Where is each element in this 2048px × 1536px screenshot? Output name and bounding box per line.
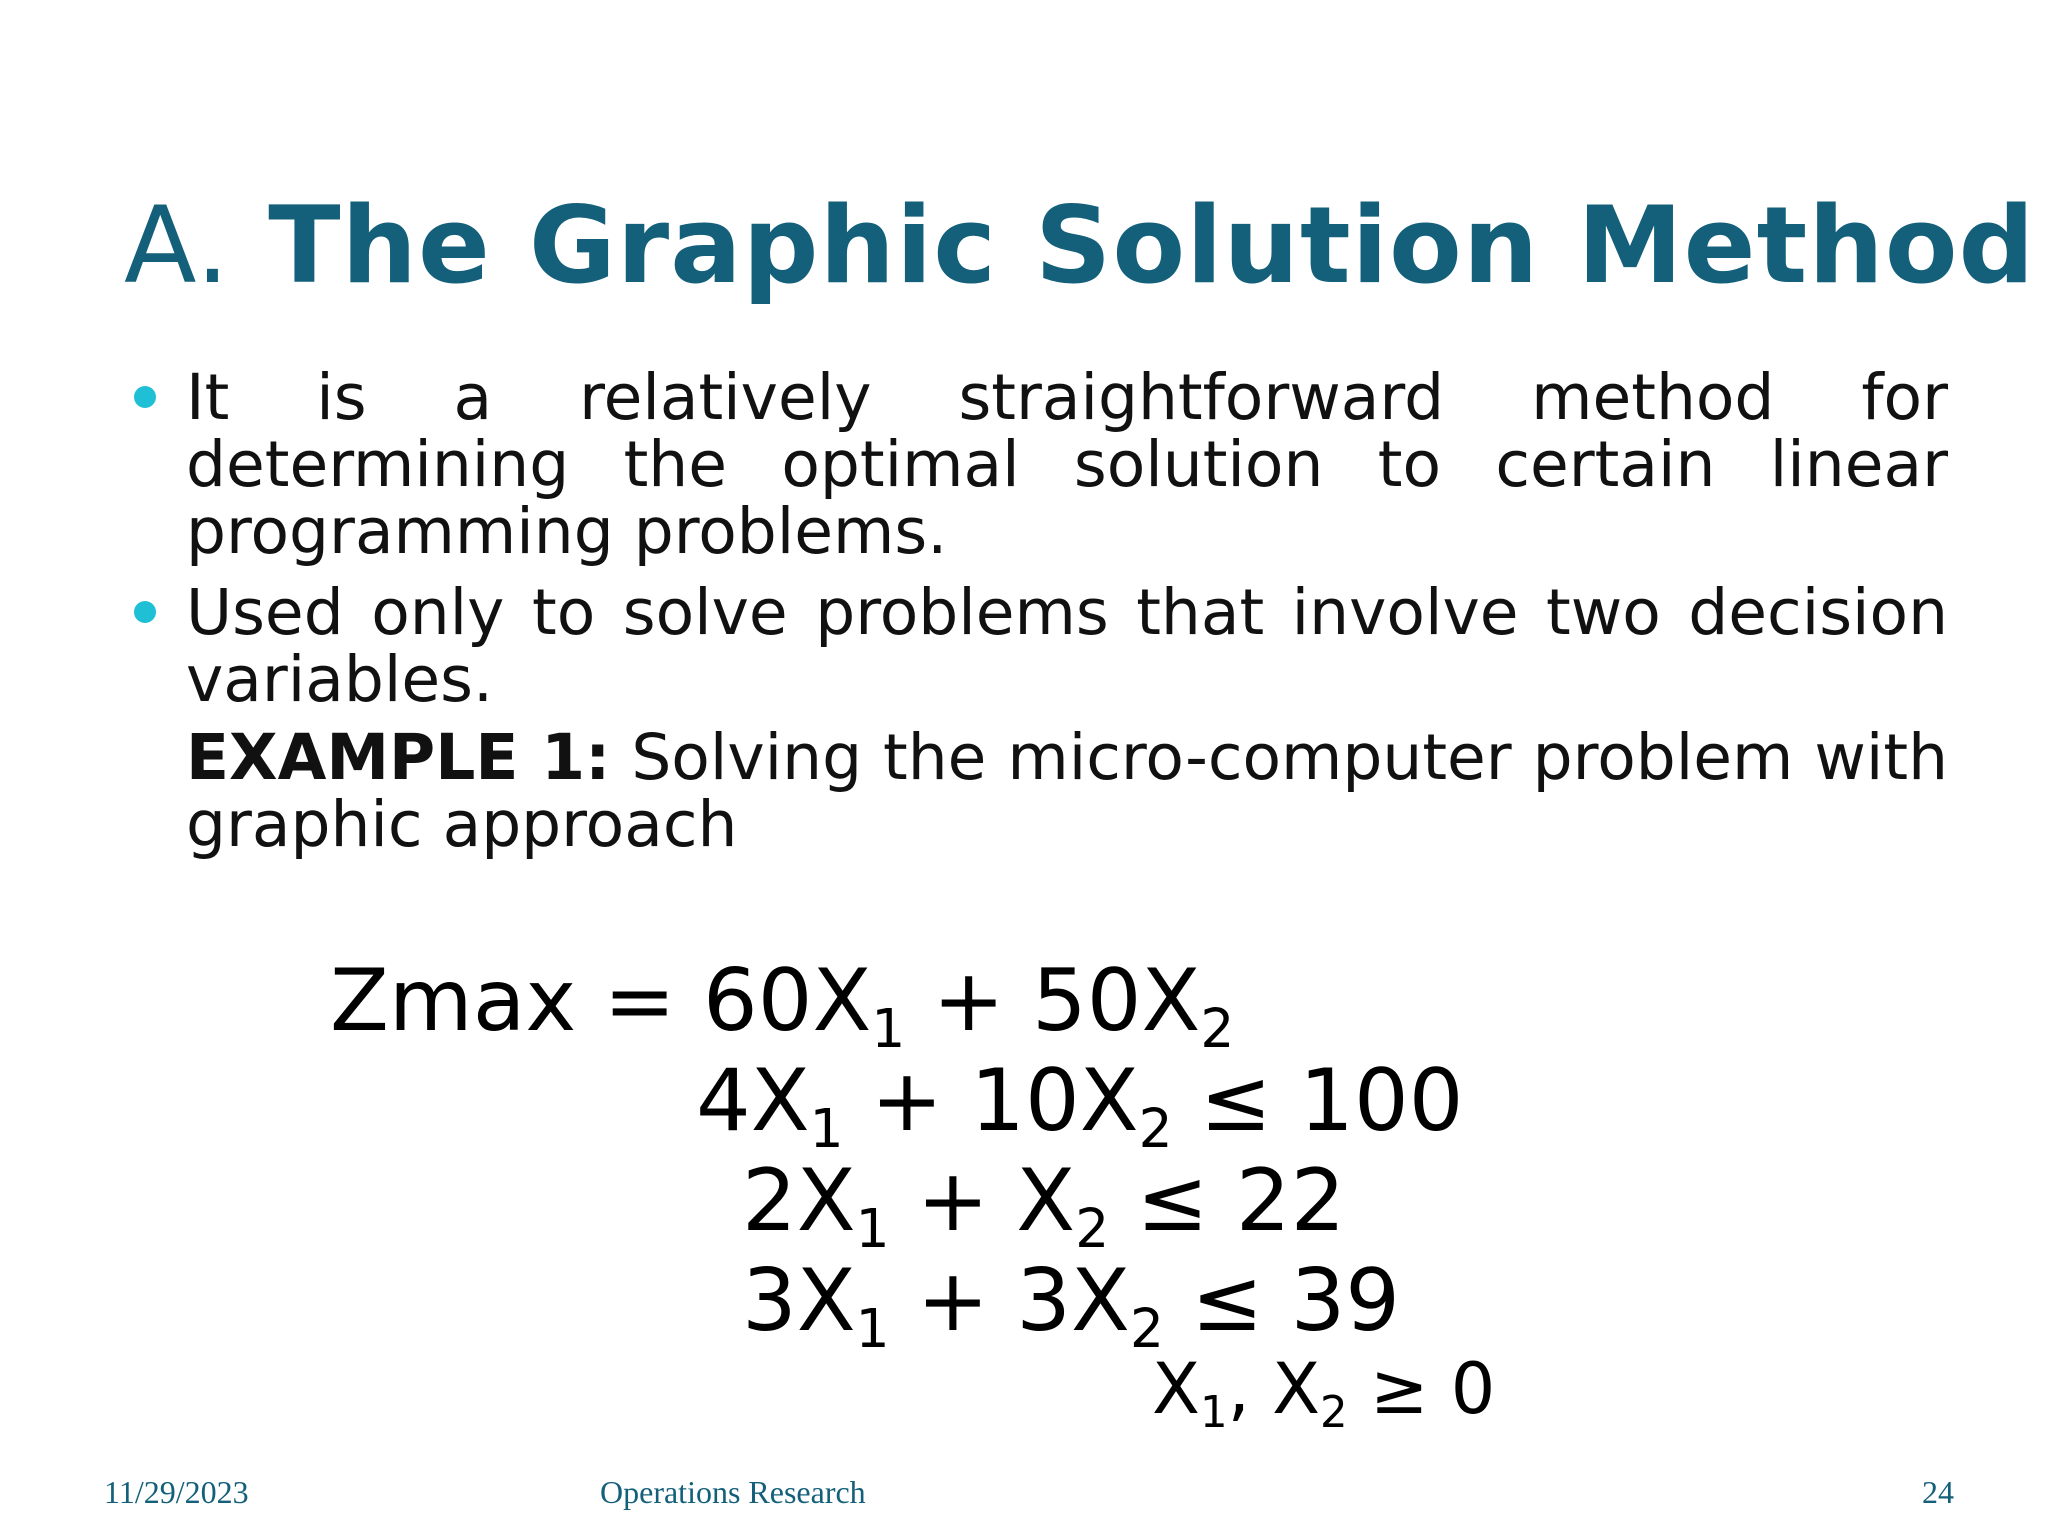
example-label: EXAMPLE 1:	[186, 721, 611, 794]
math-term: + X	[889, 1151, 1076, 1251]
math-subscript: 1	[855, 1298, 890, 1361]
bullet-list	[128, 361, 1948, 727]
bullet-dot-icon	[134, 601, 156, 623]
math-term: X	[1152, 1348, 1200, 1430]
slide-title	[124, 184, 2036, 307]
footer-date: 11/29/2023	[104, 1474, 249, 1510]
constraint-3	[742, 1251, 1401, 1361]
math-term: + 50X	[905, 951, 1201, 1051]
objective-function	[330, 951, 1235, 1061]
math-subscript: 1	[855, 1198, 890, 1261]
example-paragraph	[186, 721, 1948, 861]
bullet-item	[128, 576, 1948, 716]
math-term: 4X	[696, 1051, 810, 1151]
example-text: Solving the micro-computer problem with graphic approach	[186, 721, 1948, 861]
math-term: + 3X	[889, 1251, 1130, 1351]
math-subscript: 1	[1199, 1387, 1228, 1438]
math-term: 2X	[742, 1151, 856, 1251]
math-term: + 10X	[843, 1051, 1139, 1151]
bullet-item	[128, 361, 1948, 568]
math-relation: ≤ 39	[1163, 1251, 1401, 1351]
footer-course-title: Operations Research	[600, 1474, 866, 1510]
constraint-2	[742, 1151, 1346, 1261]
math-relation: ≤ 100	[1172, 1051, 1464, 1151]
bullet-text: Used only to solve problems that involve two decision variables.	[186, 576, 1948, 716]
math-relation: ≤ 22	[1109, 1151, 1346, 1251]
constraint-1	[696, 1051, 1464, 1161]
math-subscript: 1	[871, 998, 906, 1061]
bullet-dot-icon	[134, 386, 156, 408]
math-subscript: 2	[1200, 998, 1235, 1061]
title-main: The Graphic Solution Method	[268, 184, 2036, 307]
math-subscript: 2	[1320, 1387, 1348, 1438]
math-subscript: 2	[1138, 1098, 1173, 1161]
math-term: , X	[1227, 1348, 1321, 1430]
math-relation: ≥ 0	[1347, 1348, 1496, 1430]
title-letter: A.	[124, 184, 231, 307]
math-subscript: 2	[1129, 1298, 1164, 1361]
math-subscript: 1	[809, 1098, 844, 1161]
non-negativity-constraint	[1152, 1348, 1496, 1438]
bullet-text: It is a relatively straightforward method for determining the optimal solution to certain linear programming problems.	[186, 361, 1948, 568]
footer-page-number: 24	[1922, 1474, 1954, 1510]
math-term: 3X	[742, 1251, 856, 1351]
math-subscript: 2	[1075, 1198, 1110, 1261]
math-term: Zmax = 60X	[330, 951, 872, 1051]
